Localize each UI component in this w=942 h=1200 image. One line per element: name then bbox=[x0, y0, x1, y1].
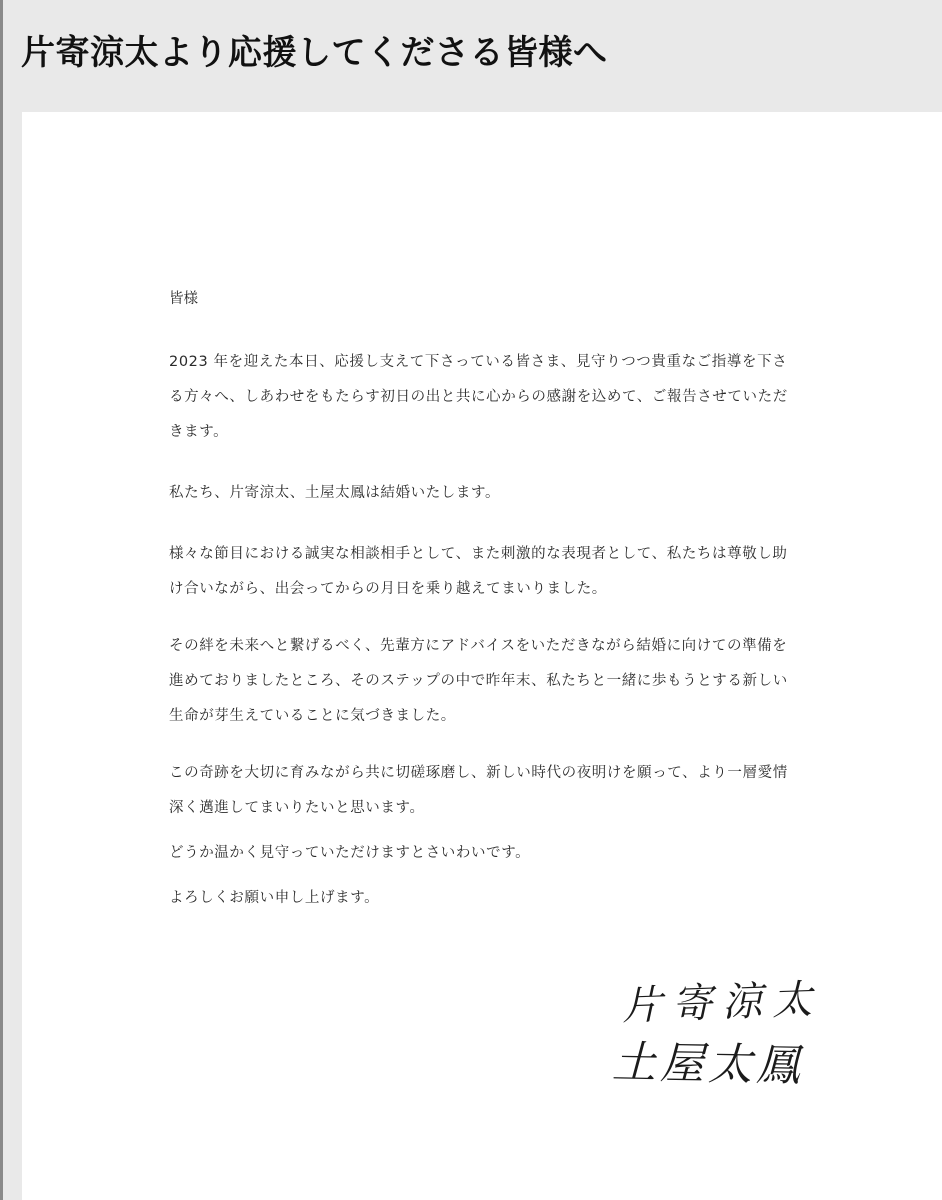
signature-tsuchiya: 土屋太鳳 bbox=[611, 1037, 805, 1092]
letter-body bbox=[169, 287, 799, 916]
letter-sheet bbox=[22, 112, 942, 1200]
paragraph-closing: よろしくお願い申し上げます。 bbox=[169, 890, 380, 906]
paragraph-marriage: 私たち、片寄涼太、土屋太鳳は結婚いたします。 bbox=[169, 485, 501, 501]
salutation: 皆様 bbox=[169, 291, 198, 307]
paragraph-pregnancy: その絆を未来へと繋げるべく、先輩方にアドバイスをいただきながら結婚に向けての準備を進めておりましたところ、そのステップの中で昨年末、私たちと一緒に歩もうとする新しい生命が芽生えていることに気づきました。 bbox=[169, 638, 788, 724]
left-border bbox=[0, 0, 3, 1200]
paragraph-future: この奇跡を大切に育みながら共に切磋琢磨し、新しい時代の夜明けを願って、より一層愛情深く邁進してまいりたいと思います。 bbox=[169, 765, 788, 816]
signature-block bbox=[612, 972, 822, 1096]
signature-katayose: 片寄涼太 bbox=[621, 976, 823, 1030]
paragraph-announcement-intro: 2023 年を迎えた本日、応援し支えて下さっている皆さま、見守りつつ貴重なご指導を下さる方々へ、しあわせをもたらす初日の出と共に心からの感謝を込めて、ご報告させていただきます。 bbox=[169, 354, 788, 440]
paragraph-request: どうか温かく見守っていただけますとさいわいです。 bbox=[169, 845, 531, 861]
header-bar bbox=[3, 0, 942, 112]
paragraph-relationship: 様々な節目における誠実な相談相手として、また刺激的な表現者として、私たちは尊敬し助け合いながら、出会ってからの月日を乗り越えてまいりました。 bbox=[169, 546, 788, 597]
page-title: 片寄涼太より応援してくださる皆様へ bbox=[21, 33, 608, 73]
